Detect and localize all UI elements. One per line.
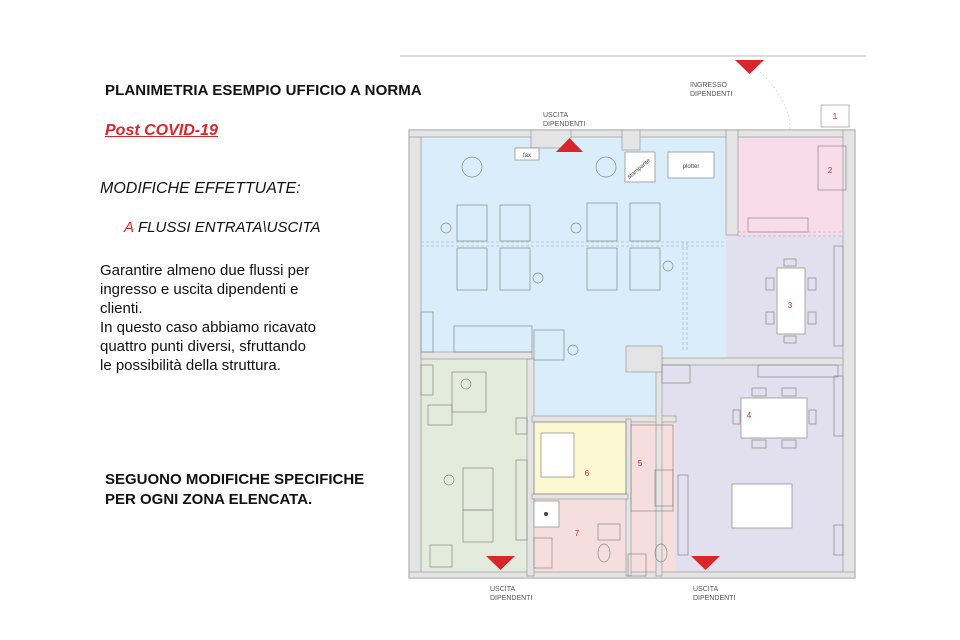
zone-lavender-room-4 <box>660 360 852 576</box>
exit-label-bottom-left-2: DIPENDENTI <box>490 595 533 602</box>
room-number-2: 2 <box>827 166 833 175</box>
description-line: quattro punti diversi, sfruttando <box>100 338 306 355</box>
modifications-heading: MODIFICHE EFFETTUATE: <box>100 180 301 197</box>
room-number-5: 5 <box>637 459 643 468</box>
footer-line: SEGUONO MODIFICHE SPECIFICHE <box>105 471 365 488</box>
description-line: ingresso e uscita dipendenti e <box>100 281 299 298</box>
room-number-6: 6 <box>584 469 590 478</box>
entrance-label-top-right-1: INGRESSO <box>690 82 727 89</box>
modification-letter: A <box>124 219 135 236</box>
plotter-label: plotter <box>682 164 700 170</box>
room-number-7: 7 <box>574 529 580 538</box>
description-line: In questo caso abbiamo ricavato <box>100 319 316 336</box>
fax-label: fax <box>522 153 532 159</box>
footer-line: PER OGNI ZONA ELENCATA. <box>105 491 313 508</box>
entrance-label-top-right-2: DIPENDENTI <box>690 91 733 98</box>
entrance-arrow-top-right <box>735 60 764 74</box>
shower-drain <box>544 512 548 516</box>
zone-pink-room-2 <box>726 137 852 235</box>
zone-red-room-5 <box>628 419 676 576</box>
zone-green-office <box>415 357 532 576</box>
description-line: Garantire almeno due flussi per <box>100 262 310 279</box>
subtitle: Post COVID-19 <box>105 122 218 139</box>
description-line: le possibilità della struttura. <box>100 357 281 374</box>
description-line: clienti. <box>100 300 143 317</box>
modification-label: FLUSSI ENTRATA\USCITA <box>138 219 321 236</box>
exit-label-top-center-1: USCITA <box>543 112 569 119</box>
room-number-1: 1 <box>832 112 838 121</box>
page-title: PLANIMETRIA ESEMPIO UFFICIO A NORMA <box>105 82 422 99</box>
room-number-4: 4 <box>746 411 752 420</box>
printer-label: stampante <box>626 157 653 181</box>
exit-label-bottom-left-1: USCITA <box>490 586 516 593</box>
exit-label-top-center-2: DIPENDENTI <box>543 121 586 128</box>
room-number-3: 3 <box>787 301 793 310</box>
exit-label-bottom-right-1: USCITA <box>693 586 719 593</box>
exit-label-bottom-right-2: DIPENDENTI <box>693 595 736 602</box>
entrance-path <box>760 72 790 130</box>
